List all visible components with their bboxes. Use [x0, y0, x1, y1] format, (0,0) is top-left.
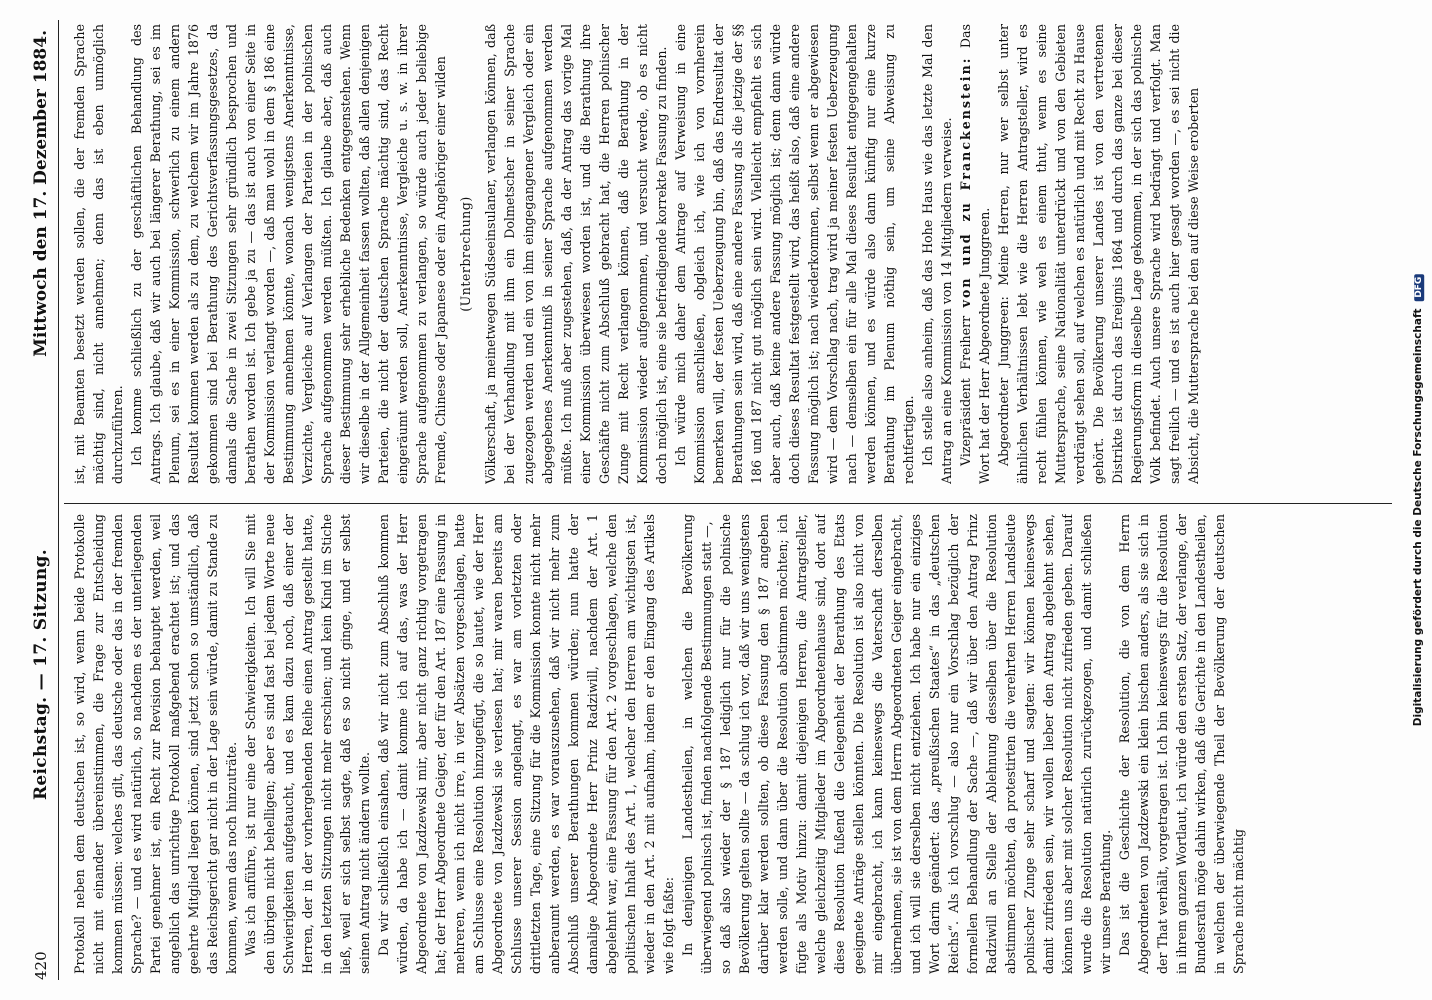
page-header	[24, 20, 59, 980]
quoted-paragraph: In denjenigen Landestheilen, in welchen die Bevölkerung überwiegend polnisch ist, finden nachfolgende Bestimmungen statt —,	[680, 514, 714, 974]
paragraph: Abgeordneter Junggreen: Meine Herren, nur wer selbst unter ähnlichen Verhältnissen lebt wie die Herren Antragsteller, wird es recht fühlen können, wie weh es einem thut, wenn es seine Muttersprache, seine Nationalität unterdrückt und von den Gebieten verdrängt sehen soll, auf welchen es natürlich und mit Recht zu Hause gehört. Die Bevölkerung unserer Landes ist von den vertretenen Distrikte ist durch das Ereignis 1864 und durch das ganze bei dieser Regierungsform in dieselbe Lage gekommen, in der sich das polnische Volk befindet. Auch unsere Sprache wird bedrängt und verfolgt. Man sagt freilich — und es ist auch hier gesagt worden —, es sei nicht die Absicht, die Muttersprache bei den auf diese Weise eroberten	[996, 24, 1201, 484]
paragraph: Ich komme schließlich zu der geschäftlichen Behandlung des Antrags. Ich glaube, daß wir auch bei längerer Berathung, sei es im Plenum, sei es in einer Kommission, schwerlich zu einem andern Resultat kommen werden als zu dem, zu welchem wir im Jahre 1876 gekommen sind bei Berathung des Gerichtsverfassungsgesetzes, da damals die Sache in zwei Sitzungen sehr gründlich besprochen und berathen worden ist. Ich gebe ja zu — das ist auch von einer Seite in der Kommission verlangt worden —, daß man wohl in dem § 186 eine Bestimmung annehmen könnte, wonach wenigstens Anerkenntnisse, Verzichte, Vergleiche auf Verlangen der Parteien in der polnischen Sprache aufgenommen werden müßten. Ich glaube aber, daß auch dieser Bestimmung sehr erhebliche Bedenken entgegenstehen. Wenn wir dieselbe in der Allgemeinheit fassen wollten, daß allen denjenigen Parteien, die nicht der deutschen Sprache mächtig sind, das Recht eingeräumt werden soll, Anerkenntnisse, Vergleiche u. s. w. in ihrer Sprache aufgenommen zu verlangen, so würde auch jeder beliebige Fremde, Chinese oder Japanese oder ein Angehöriger einer wilden	[129, 24, 448, 484]
paragraph: Was ich anführe, ist nur eine der Schwierigkeiten. Ich will Sie mit den übrigen nicht behelligen; aber es sind fast bei jedem Worte neue Schwierigkeiten aufgetaucht, und es kam dazu noch, daß einer der Herren, der in der vorhergehenden Reihe einen Antrag gestellt hatte, in den letzten Sitzungen nicht mehr erschien; und kein Kind im Stiche ließ, weil er sich selbst sagte, daß es so nicht ginge, und er selbst seinen Antrag nicht ändern wollte.	[243, 514, 372, 974]
speaker-announcement	[956, 24, 994, 484]
paragraph: Protokoll neben dem deutschen ist, so wird, wenn beide Protokolle nicht mit einander übereinstimmen, die Frage zur Entscheidung kommen müssen: welches gilt, das deutsche oder das in der fremden Sprache? — und es wird natürlich, so nachdem es der unterliegenden Partei genehmer ist, ein Recht zur Revision behauptet werden, weil angeblich das unrichtige Protokoll maßgebend erachtet ist; und das geehrte Mitglied liegen können, sind jetzt schon so umständlich, daß das Reichsgericht gar nicht in der Lage sein würde, damit zu Stande zu kommen, wenn das noch hinzuträte.	[72, 514, 239, 974]
president-prefix: Vizepräsident Freiherr	[958, 315, 973, 466]
page-number: 420	[32, 951, 50, 980]
dfg-logo: DFG	[1414, 274, 1424, 301]
column-divider	[64, 503, 1392, 504]
paragraph: ist, mit Beamten besetzt werden sollen, die der fremden Sprache mächtig sind, nicht annehmen; denn das ist eben unmöglich durchzuführen.	[72, 24, 125, 484]
left-column	[70, 514, 1392, 974]
interruption-note: (Unterbrechung)	[458, 196, 473, 312]
paragraph: Da wir schließlich einsahen, daß wir nicht zum Abschluß kommen würden, da habe ich — damit komme ich auf das, was der Herr Abgeordnete von Jazdzewski mir, aber nicht ganz richtig vorgetragen hat; der Herr Abgeordnete Geiger, der für den Art. 187 eine Fassung in mehreren, wenn ich nicht irre, in vier Absätzen vorgeschlagen, hatte am Schlusse eine Resolution hinzugefügt, die so lautet, wie der Herr Abgeordnete von Jazdzewski sie verlesen hat; mir waren bereits am Schlusse unserer Session angelangt, es war am vorletzten oder drittletzten Tage, eine Sitzung für die Kommission konnte nicht mehr anberaumt werden, es war vorauszusehen, daß wir nicht mehr zum Abschluß unserer Berathungen kommen würden; nun hatte der damalige Abgeordnete Herr Prinz Radziwill, nachdem der Art. 1 abgelehnt war, eine Fassung für den Art. 2 vorgeschlagen, welche den politischen Inhalt des Art. 1, welcher den Herren am wichtigsten ist, wieder in den Art. 2 mit aufnahm, indem er den Eingang des Artikels wie folgt faßte:	[376, 514, 676, 974]
right-column	[70, 24, 1392, 484]
paragraph: Ich würde mich daher dem Antrage auf Verweisung in eine Kommission anschließen, obgleich ich, wie ich von vornherein bemerken will, der festen Ueberzeugung bin, daß das Endresultat der Berathungen sein wird, daß eine andere Fassung als die jetzige der §§ 186 und 187 nicht gut möglich sein wird. Vielleicht empfiehlt es sich aber auch, daß keine andere Fassung möglich ist; denn dann würde doch dieses Resultat festgestellt wird, das heißt also, daß eine andere Fassung möglich ist; nach wiederkommen, selbst wenn er abgewiesen wird — dem Vorschlag nach, trag wird ja meiner festen Ueberzeugung nach — demselben ein für alle Mal dieses Resultat entgegengehalten werden können, und es würde also dann künftig nur eine kurze Berathung im Plenum nöthig sein, um seine Abweisung zu rechtfertigen.	[673, 24, 916, 484]
paragraph: Ich stelle also anheim, daß das Hohe Haus wie das letzte Mal den Antrag an eine Kommission von 14 Mitgliedern verweise.	[920, 24, 954, 484]
page-title: Reichstag. — 17. Sitzung.	[31, 549, 51, 800]
paragraph: Das ist die Geschichte der Resolution, die von dem Herrn Abgeordneten von Jazdzewski ein klein bischen anders, als sie sich in der That verhält, vorgetragen ist. Ich bin keineswegs für die Resolution in ihrem ganzen Wortlaut, ich würde den ersten Satz, der verlange, der Bundesrath möge dahin wirken, daß die Gerichte in den Landestheilen, in welchen der überwiegende Theil der Bevölkerung der deutschen Sprache nicht mächtig	[1117, 514, 1246, 974]
credit-text: Digitalisierung gefördert durch die Deutsche Forschungsgemeinschaft	[1412, 308, 1424, 727]
president-name: von und zu Franckenstein:	[958, 56, 973, 308]
paragraph: Völkerschaft, ja meinetwegen Südseeinsulaner, verlangen können, daß bei der Verhandlung mit ihm ein Dolmetscher in seiner Sprache zugezogen werden und ein von ihm eingegangener Vergleich oder ein abgegebenes Anerkenntniß in seiner Sprache aufgenommen werden müßte. Ich muß aber zugestehen, daß, da der Antrag das vorige Mal einer Kommission überwiesen worden ist, und die Berathung ihre Geschäfte nicht zum Abschluß gebracht hat, die Herren polnischer Zunge mit Recht verlangen können, daß die Berathung in der Kommission wieder aufgenommen, und versucht werde, ob es nicht doch möglich ist, eine sie befriedigende korrekte Fassung zu finden.	[483, 24, 669, 484]
president-text: Das Wort hat der Herr Abgeordnete Junggreen.	[958, 24, 992, 484]
paragraph: so daß also wieder der § 187 lediglich nur für die polnische Bevölkerung gelten sollte — da schlug ich vor, daß wir uns wenigstens darüber klar werden sollten, ob diese Fassung den § 187 angeben werden solle, und dann über die Resolution abstimmen möchten; ich fügte als Motiv hinzu: damit diejenigen Herren, die Antragsteller, welche gleichzeitig Mitglieder im Abgeordnetenhause sind, dort auf diese Resolution fußend die Gelegenheit der Berathung des Etats geeignete Anträge stellen könnten. Die Resolution ist also nicht von mir eingebracht, ich kann keineswegs die Vaterschaft derselben übernehmen, sie ist von dem Herrn Abgeordneten Geiger eingebracht, und ich will sie derselben nicht entziehen. Ich habe nur ein einziges Wort darin geändert: das „preußischen Staates“ in das „deutschen Reichs“. Als ich vorschlug — also nur ein Vorschlag bezüglich der formellen Behandlung der Sache —, daß wir über den Antrag Prinz Radziwill an Stelle der Ablehnung desselben über die Resolution abstimmen möchten, da protestirten die verehrten Herren Landsleute polnischer Zunge sehr scharf und sagten: wir können keineswegs damit zufrieden sein, wir wollen lieber den Antrag abgelehnt sehen, können uns aber mit solcher Resolution nicht zufrieden geben. Darauf wurde die Resolution natürlich zurückgezogen, und damit schließen wir unsere Berathung.	[718, 514, 1113, 974]
digitization-credit	[1408, 8, 1428, 992]
page-date: Mittwoch den 17. Dezember 1884.	[31, 30, 51, 357]
